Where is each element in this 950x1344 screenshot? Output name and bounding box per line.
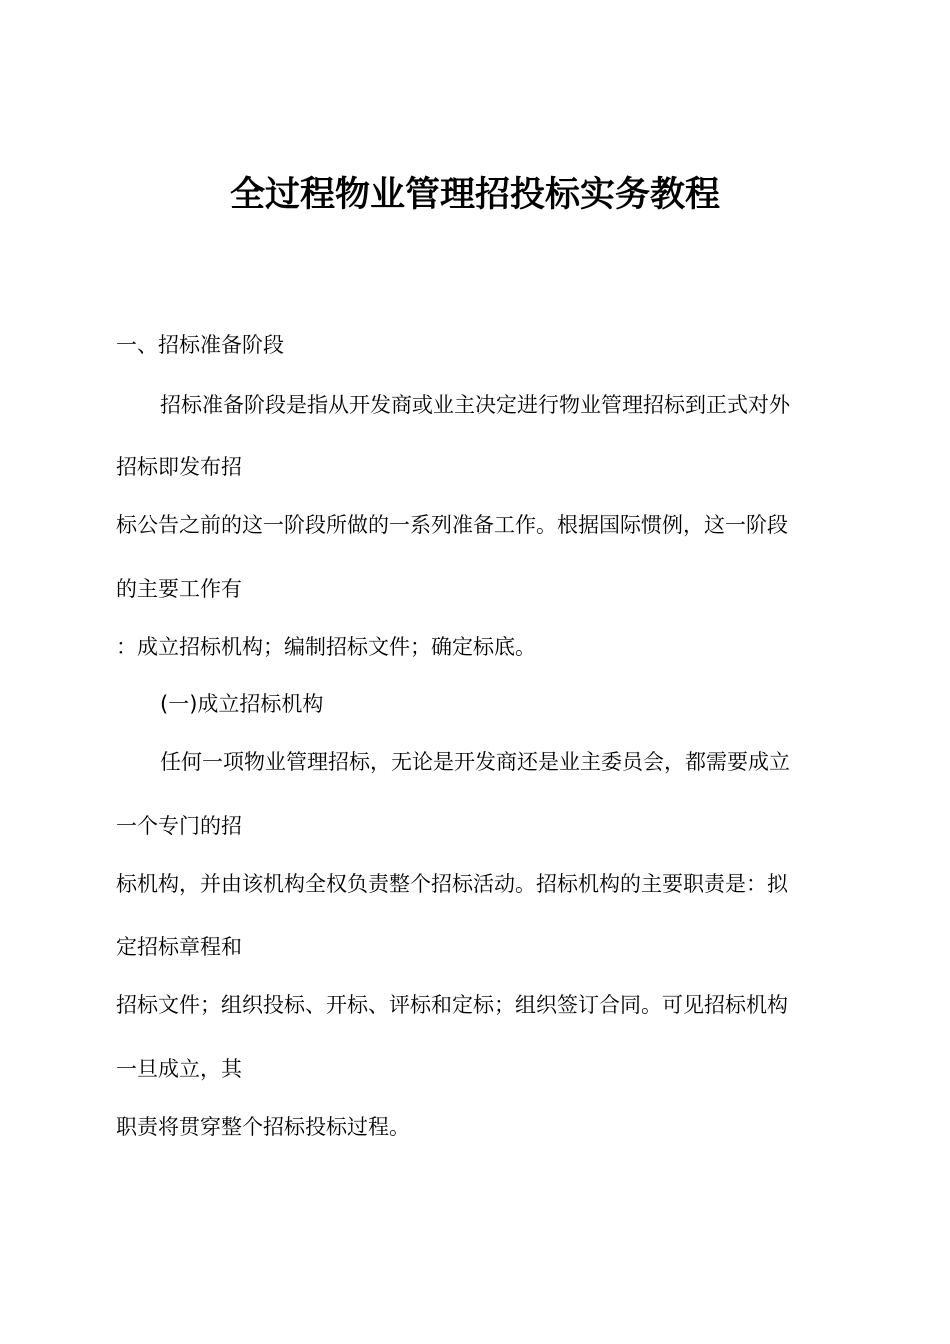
paragraph-line: 标机构，并由该机构全权负责整个招标活动。招标机构的主要职责是：拟 (116, 872, 788, 896)
subsection-heading: (一)成立招标机构 (160, 692, 324, 716)
paragraph-line: 任何一项物业管理招标，无论是开发商还是业主委员会，都需要成立 (160, 750, 790, 774)
paragraph-line: 招标即发布招 (116, 455, 242, 479)
paragraph-line: ：成立招标机构；编制招标文件；确定标底。 (116, 635, 536, 659)
paragraph-line: 标公告之前的这一阶段所做的一系列准备工作。根据国际惯例，这一阶段 (116, 513, 788, 537)
paragraph-line: 的主要工作有 (116, 577, 242, 601)
paragraph-line: 一旦成立，其 (116, 1057, 242, 1081)
paragraph-line: 定招标章程和 (116, 935, 242, 959)
section-heading: 一、招标准备阶段 (116, 333, 284, 357)
paragraph-line: 职责将贯穿整个招标投标过程。 (116, 1115, 410, 1139)
paragraph-line: 招标准备阶段是指从开发商或业主决定进行物业管理招标到正式对外 (160, 393, 790, 417)
paragraph-line: 一个专门的招 (116, 814, 242, 838)
document-title: 全过程物业管理招投标实务教程 (229, 174, 720, 215)
paragraph-line: 招标文件；组织投标、开标、评标和定标；组织签订合同。可见招标机构 (116, 993, 788, 1017)
